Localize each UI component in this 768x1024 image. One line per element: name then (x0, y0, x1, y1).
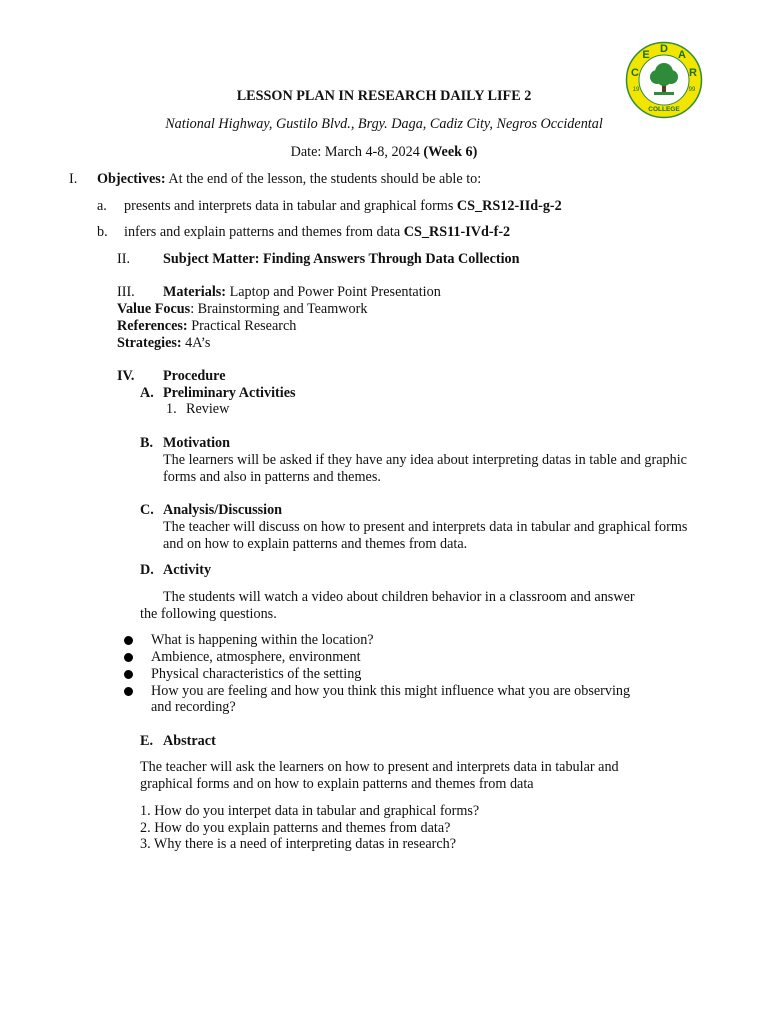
materials-line: Materials: Laptop and Power Point Presentation (163, 284, 441, 300)
logo-letter: R (689, 67, 697, 79)
motivation-heading: Motivation (163, 435, 230, 451)
logo-letter: C (631, 67, 639, 79)
preliminary-heading: Preliminary Activities (163, 385, 296, 401)
subsection-letter: C. (140, 502, 154, 518)
abstract-text: The teacher will ask the learners on how to present and interprets data in tabular and graphical forms and on how to explain patterns and themes from data (140, 759, 619, 792)
lesson-date: Date: March 4-8, 2024 (Week 6) (290, 144, 478, 160)
logo-letter: D (660, 43, 668, 55)
procedure-heading: Procedure (163, 368, 226, 384)
school-address: National Highway, Gustilo Blvd., Brgy. Daga, Cadiz City, Negros Occidental (165, 116, 603, 132)
abstract-heading: Abstract (163, 733, 216, 749)
objective-letter: b. (97, 224, 108, 240)
subsection-letter: B. (140, 435, 154, 451)
section-number: II. (117, 251, 130, 267)
logo-year-right: 99 (688, 87, 696, 93)
review-number: 1. (166, 401, 177, 417)
question-bullet: What is happening within the location? (151, 632, 374, 648)
question-bullet: Ambience, atmosphere, environment (151, 649, 361, 665)
subject-matter: Subject Matter: Finding Answers Through Data Collection (163, 251, 520, 267)
question-bullet: Physical characteristics of the setting (151, 666, 362, 682)
objective-letter: a. (97, 198, 107, 214)
activity-heading: Activity (163, 562, 212, 578)
objective-item: presents and interprets data in tabular and graphical forms CS_RS12-IId-g-2 (124, 198, 562, 214)
bullet-icon (124, 670, 133, 679)
bullet-icon (124, 636, 133, 645)
section-number: III. (117, 284, 135, 300)
bullet-icon (124, 653, 133, 662)
motivation-text: The learners will be asked if they have any idea about interpreting datas in table and graphic forms and also in patterns and themes. (163, 452, 687, 485)
logo-year-left: 19 (632, 87, 640, 93)
document-title: LESSON PLAN IN RESEARCH DAILY LIFE 2 (236, 88, 532, 104)
objectives-heading: Objectives: At the end of the lesson, the students should be able to: (97, 171, 482, 187)
abstract-question: 1. How do you interpet data in tabular and graphical forms? (140, 803, 480, 819)
logo-letter: E (642, 49, 650, 61)
value-focus-line: Value Focus: Brainstorming and Teamwork (117, 301, 368, 317)
strategies-line: Strategies: 4A’s (117, 335, 211, 351)
activity-text: the following questions. (140, 606, 277, 622)
analysis-heading: Analysis/Discussion (163, 502, 283, 518)
logo-letter: A (678, 49, 686, 61)
question-bullet-continued: and recording? (151, 699, 236, 715)
section-number: IV. (117, 368, 135, 384)
section-number: I. (69, 171, 78, 187)
cedar-college-logo (625, 41, 703, 119)
abstract-question: 3. Why there is a need of interpreting datas in research? (140, 836, 457, 852)
abstract-question: 2. How do you explain patterns and themes from data? (140, 820, 451, 836)
question-bullet: How you are feeling and how you think this might influence what you are observing (151, 683, 631, 699)
bullet-icon (124, 687, 133, 696)
subsection-letter: A. (140, 385, 154, 401)
objective-item: infers and explain patterns and themes from data CS_RS11-IVd-f-2 (124, 224, 511, 240)
review-item: Review (186, 401, 230, 417)
analysis-text: The teacher will discuss on how to present and interprets data in tabular and graphical forms and on how to explain patterns and themes from data. (163, 519, 688, 552)
activity-text: The students will watch a video about children behavior in a classroom and answer (163, 589, 635, 605)
logo-college: COLLEGE (648, 106, 680, 113)
subsection-letter: E. (140, 733, 154, 749)
subsection-letter: D. (140, 562, 154, 578)
references-line: References: Practical Research (117, 318, 297, 334)
